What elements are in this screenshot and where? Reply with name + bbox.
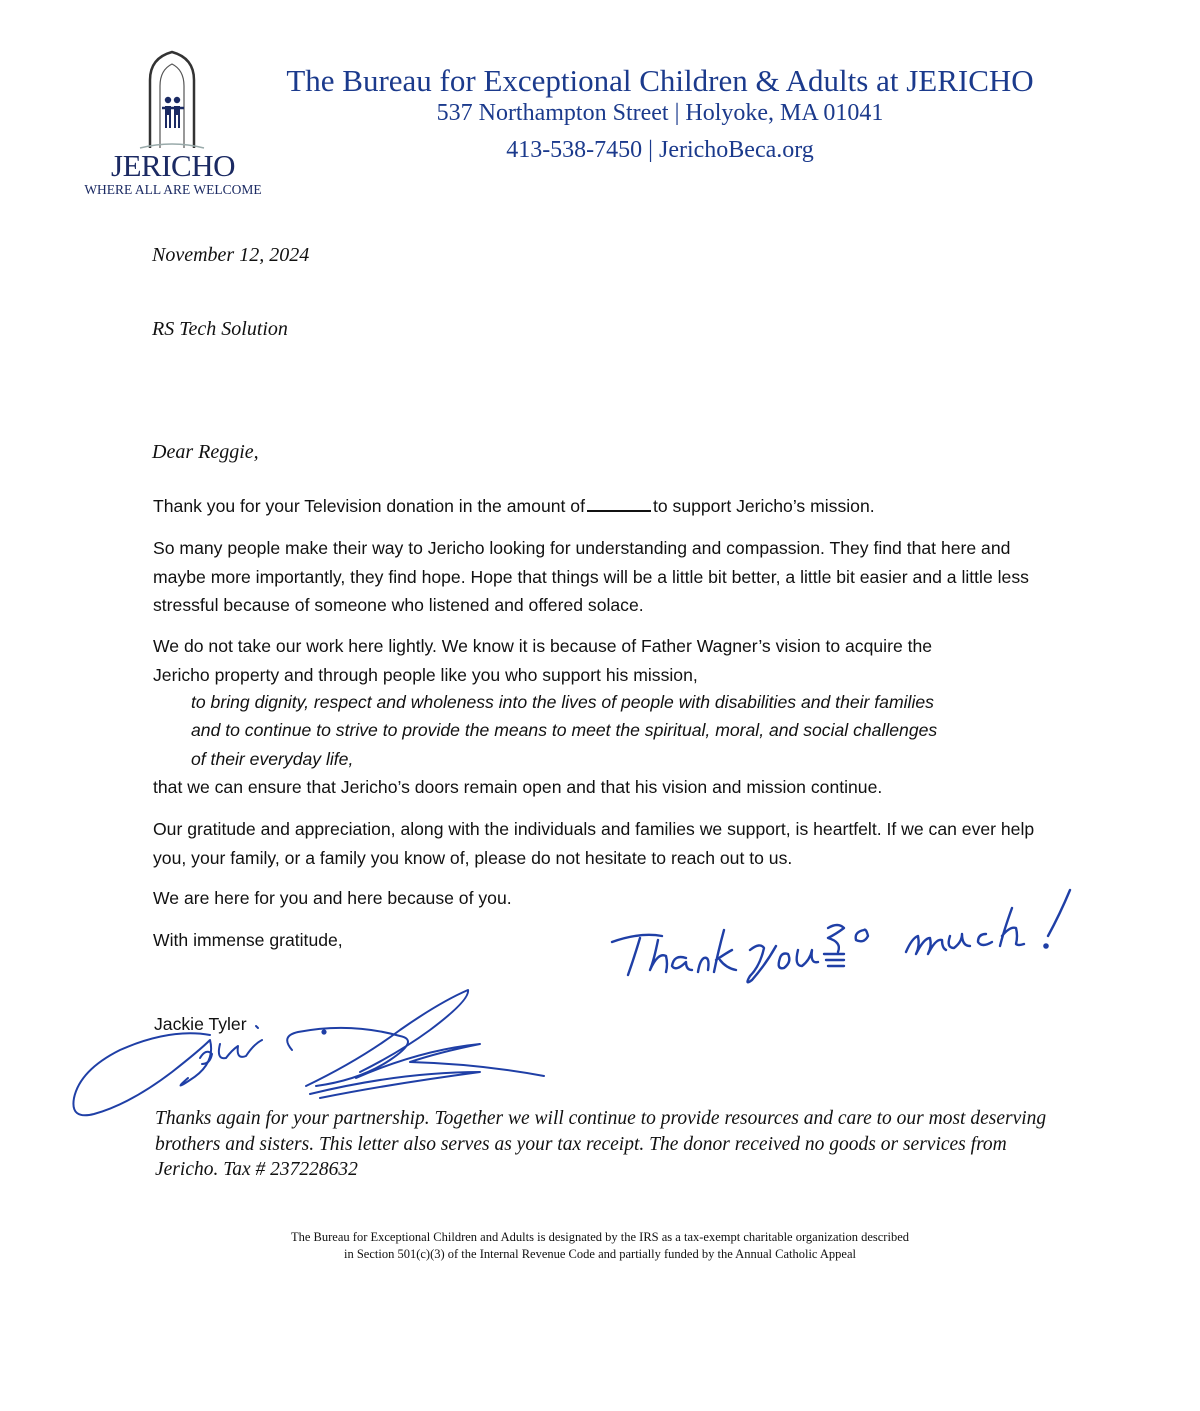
paragraph-hope: So many people make their way to Jericho looking for understanding and compassion. They find that here and maybe more importantly, they find hope. Hope that things will be a little bit better, a little bit easier and a little less stressful because of someone who listened and offered solace. bbox=[153, 538, 1029, 615]
paragraph-mission-line: Jericho property and through people like you who support his mission, bbox=[153, 664, 698, 685]
organization-name: The Bureau for Exceptional Children & Adults at JERICHO bbox=[286, 63, 1034, 98]
handwritten-note bbox=[600, 880, 1120, 990]
paragraph-donation-tail: to support Jericho’s mission. bbox=[652, 496, 875, 516]
mission-quote-line: to bring dignity, respect and wholeness into the lives of people with disabilities and their families bbox=[191, 692, 934, 712]
paragraph-gratitude: Our gratitude and appreciation, along with the individuals and families we support, is heartfelt. If we can ever help you, your family, or a family you know of, please do not hesitate to reach out to us. bbox=[153, 819, 1035, 868]
footer-line: The Bureau for Exceptional Children and Adults is designated by the IRS as a tax-exempt charitable organization described bbox=[291, 1230, 909, 1244]
mission-quote bbox=[191, 688, 1051, 773]
paragraph-donation-lead: Thank you for your Television donation in the amount of bbox=[153, 496, 585, 516]
letter-date: November 12, 2024 bbox=[152, 244, 310, 266]
paragraph-here-for-you: We are here for you and here because of you. bbox=[153, 888, 512, 908]
partnership-thanks-note: Thanks again for your partnership. Together we will continue to provide resources and care to our most deserving brothers and sisters. This letter also serves as your tax receipt. The donor received no goods or services from Jericho. Tax # 237228632 bbox=[155, 1108, 1047, 1180]
mission-quote-line: of their everyday life, bbox=[191, 748, 354, 769]
footer-line: in Section 501(c)(3) of the Internal Revenue Code and partially funded by the Annual Catholic Appeal bbox=[343, 1247, 856, 1261]
paragraph-mission-end: that we can ensure that Jericho’s doors remain open and that his vision and mission continue. bbox=[153, 777, 883, 797]
recipient-name: RS Tech Solution bbox=[152, 318, 288, 340]
paragraph-mission bbox=[153, 632, 1058, 689]
mission-quote-line: and to continue to strive to provide the means to meet the spiritual, moral, and social challenges bbox=[191, 720, 938, 741]
signer-name: Jackie Tyler bbox=[154, 1014, 247, 1034]
organization-contact: 413-538-7450 | JerichoBeca.org bbox=[506, 137, 814, 163]
salutation: Dear Reggie, bbox=[152, 441, 259, 463]
closing-line: With immense gratitude, bbox=[153, 930, 343, 950]
logo-wordmark: JERICHO bbox=[111, 148, 235, 183]
organization-address: 537 Northampton Street | Holyoke, MA 01041 bbox=[436, 100, 884, 126]
paragraph-mission-line: We do not take our work here lightly. We know it is because of Father Wagner’s vision to acquire the bbox=[153, 636, 933, 656]
jericho-logo-icon bbox=[132, 50, 212, 150]
tax-exempt-footer bbox=[150, 1229, 1050, 1263]
amount-blank-line bbox=[587, 494, 651, 512]
logo-tagline: WHERE ALL ARE WELCOME bbox=[84, 182, 262, 197]
paragraph-donation bbox=[153, 492, 1058, 521]
